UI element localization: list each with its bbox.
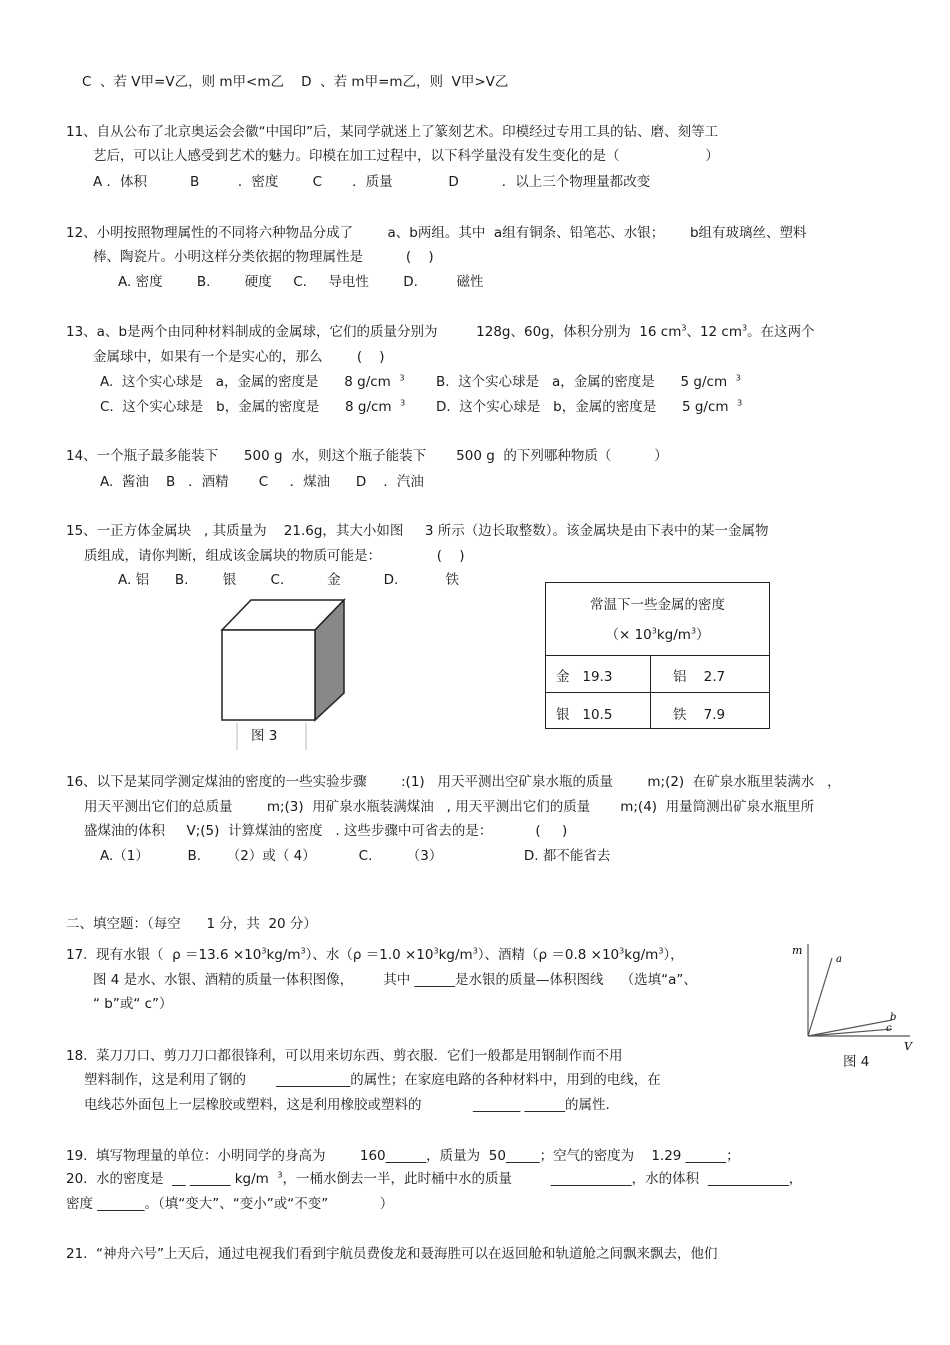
table-cell: 铝 2.7 (673, 669, 726, 685)
q16-stem-line1: 16、以下是某同学测定煤油的密度的一些实验步骤 :(1) 用天平测出空矿泉水瓶的质量 m;(2) 在矿泉水瓶里装满水 ， (66, 774, 841, 790)
q16-stem-line3: 盛煤油的体积 V;(5) 计算煤油的密度 . 这些步骤中可省去的是： ( ) (84, 823, 568, 839)
q19-stem: 19. 填写物理量的单位：小明同学的身高为 160______，质量为 50_____；空气的密度为 1.29 ______； (66, 1148, 740, 1164)
table-cell: 铁 7.9 (673, 707, 726, 723)
q15-stem-line1: 15、一正方体金属块 , 其质量为 21.6g，其大小如图 3 所示（边长取整数）。该金属块是由下表中的某一金属物 (66, 523, 769, 539)
q14-options: A. 酱油 B ．酒精 C ．煤油 D ．汽油 (100, 474, 424, 490)
q18-stem-line3: 电线芯外面包上一层橡胶或塑料，这是利用橡胶或塑料的 _______ ______的属性. (84, 1097, 610, 1113)
q13-stem-line2: 金属球中，如果有一个是实心的，那么 ( ) (93, 349, 385, 365)
figure3-caption: 图 3 (251, 728, 278, 744)
q11-stem-line2: 艺后，可以让人感受到艺术的魅力。印模在加工过程中，以下科学量没有发生变化的是（ ） (93, 148, 719, 164)
table-unit: （× $10^3kg/m^3$） (605, 626, 710, 643)
figure4-mass-volume-graph (792, 936, 917, 1053)
q17-stem-line1: 17. 现有水银（ $\rho =13.6 \times 10^3kg/m^3$）、水$(\rho =1.0 \times 10^3kg/m^3)$、酒精$(\rho =0.8 \times 10^3kg/m^3)$， (66, 946, 684, 963)
q12-options: A. 密度 B. 硬度 C. 导电性 D. 磁性 (118, 274, 484, 290)
fig4-label-a: a (836, 954, 842, 965)
figure3-cube (218, 590, 353, 755)
q16-options: A.（1） B. （2）或（ 4） C. （3） D. 都不能省去 (100, 848, 611, 864)
q17-stem-line3: “ b”或“ c”） (93, 996, 173, 1012)
table-cell: 金 19.3 (556, 669, 613, 685)
table-cell: 银 10.5 (556, 707, 613, 723)
q15-stem-line2: 质组成，请你判断，组成该金属块的物质可能是： ( ) (84, 548, 465, 564)
q18-stem-line2: 塑料制作，这是利用了钢的 ___________的属性；在家庭电路的各种材料中，用到的电线，在 (84, 1072, 661, 1088)
q13-option-b: B. 这个实心球是 a，金属的密度是 5 g/cm $^3$ (436, 373, 741, 390)
q18-stem-line1: 18. 菜刀刀口、剪刀刀口都很锋利，可以用来切东西、剪衣服．它们一般都是用钢制作而不用 (66, 1048, 623, 1064)
table-title: 常温下一些金属的密度 (590, 597, 725, 613)
q17-stem-line2: 图 4 是水、水银、酒精的质量一体积图像， 其中 ______是水银的质量—体积图线 （选填“a”、 (93, 972, 697, 988)
fig4-axis-v: V (904, 1040, 912, 1053)
fig4-label-b: b (890, 1012, 897, 1023)
q15-options: A. 铝 B. 银 C. 金 D. 铁 (118, 572, 459, 588)
q12-stem-line2: 棒、陶瓷片。小明这样分类依据的物理属性是 ( ) (93, 249, 434, 265)
q11-options: A ．体积 B ．密度 C ．质量 D ．以上三个物理量都改变 (93, 174, 651, 190)
q13-option-a: A. 这个实心球是 a，金属的密度是 8 g/cm $^3$ (100, 373, 405, 390)
q10-options-cd: C 、若 V甲=V乙，则 m甲<m乙 D 、若 m甲=m乙，则 V甲>V乙 (82, 74, 509, 90)
q13-option-d: D. 这个实心球是 b，金属的密度是 5 g/cm $^3$ (436, 398, 743, 415)
q20-stem-line2: 密度 _______。（填“变大”、“变小”或“不变” ） (66, 1196, 394, 1212)
q16-stem-line2: 用天平测出它们的总质量 m;(3) 用矿泉水瓶装满煤油 , 用天平测出它们的质量 m;(4) 用量筒测出矿泉水瓶里所 (84, 799, 815, 815)
figure4-caption: 图 4 (843, 1054, 870, 1070)
metal-density-table (545, 582, 770, 729)
section2-heading: 二、填空题：（每空 1 分，共 20 分） (66, 916, 317, 932)
q13-stem-line1: 13、a、b是两个由同种材料制成的金属球，它们的质量分别为 128g、60g，体积分别为 16 $cm^3$、12 $cm^3$。在这两个 (66, 323, 815, 340)
fig4-axis-m: m (792, 944, 803, 957)
q20-stem-line1: 20. 水的密度是 __ ______ kg/m $^3$，一桶水倒去一半，此时桶中水的质量 ____________，水的体积 ____________， (66, 1170, 803, 1187)
q14-stem: 14、一个瓶子最多能装下 500 g 水，则这个瓶子能装下 500 g 的下列哪种物质（ ） (66, 448, 668, 464)
q12-stem-line1: 12、小明按照物理属性的不同将六种物品分成了 a、b两组。其中 a组有铜条、铅笔芯、水银； b组有玻璃丝、塑料 (66, 225, 807, 241)
fig4-label-c: c (886, 1023, 892, 1034)
q13-option-c: C. 这个实心球是 b，金属的密度是 8 g/cm $^3$ (100, 398, 406, 415)
q11-stem-line1: 11、自从公布了北京奥运会会徽“中国印”后，某同学就迷上了篆刻艺术。印模经过专用工具的钻、磨、刻等工 (66, 124, 719, 140)
q21-stem: 21. “神舟六号”上天后，通过电视我们看到宇航员费俊龙和聂海胜可以在返回舱和轨道舱之间飘来飘去，他们 (66, 1246, 718, 1262)
